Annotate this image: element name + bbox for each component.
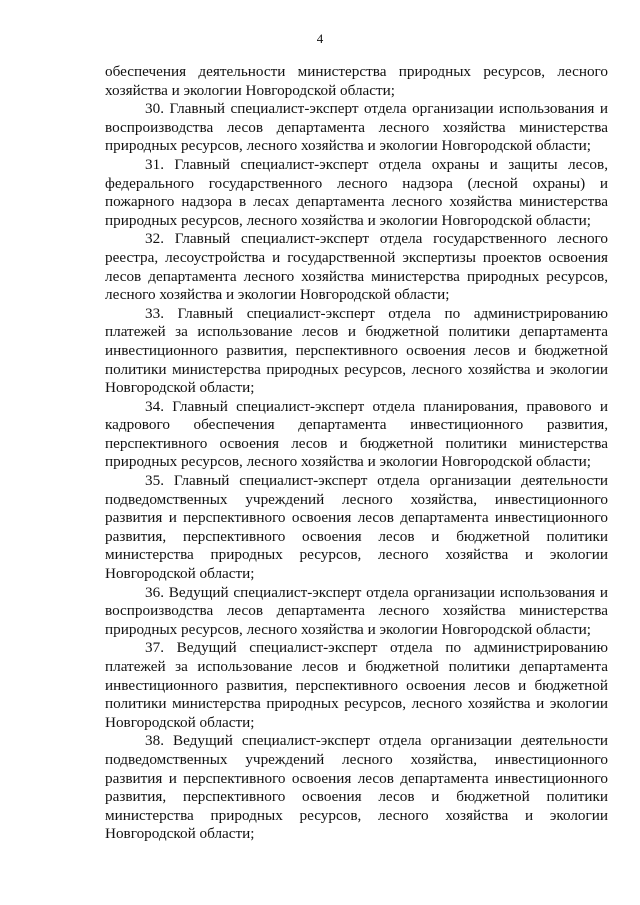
list-item-36: 36. Ведущий специалист-эксперт отдела организации использования и воспроизводства лесов департамента лесного хозяйства министерства природных ресурсов, лесного хозяйства и экологии Новгородской области;: [105, 583, 608, 638]
page-number: 4: [316, 31, 324, 46]
document-body: [105, 63, 608, 844]
continuation-paragraph: обеспечения деятельности министерства природных ресурсов, лесного хозяйства и экологии Новгородской области;: [105, 63, 608, 99]
list-item-33: 33. Главный специалист-эксперт отдела по администрированию платежей за использование лесов и бюджетной политики департамента инвестиционного развития, перспективного освоения лесов и бюджетной политики министерства природных ресурсов, лесного хозяйства и экологии Новгородской области;: [105, 304, 608, 397]
list-item-31: 31. Главный специалист-эксперт отдела охраны и защиты лесов, федерального государственного лесного надзора (лесной охраны) и пожарного надзора в лесах департамента лесного хозяйства министерства природных ресурсов, лесного хозяйства и экологии Новгородской области;: [105, 155, 608, 229]
list-item-37: 37. Ведущий специалист-эксперт отдела по администрированию платежей за использование лесов и бюджетной политики департамента инвестиционного развития, перспективного освоения лесов и бюджетной политики министерства природных ресурсов, лесного хозяйства и экологии Новгородской области;: [105, 639, 608, 731]
list-item-34: 34. Главный специалист-эксперт отдела планирования, правового и кадрового обеспечения департамента инвестиционного развития, перспективного освоения лесов и бюджетной политики министерства природных ресурсов, лесного хозяйства и экологии Новгородской области;: [105, 397, 608, 471]
list-item-32: 32. Главный специалист-эксперт отдела государственного лесного реестра, лесоустройства и государственной экспертизы проектов освоения лесов департамента лесного хозяйства министерства природных ресурсов, лесного хозяйства и экологии Новгородской области;: [105, 230, 608, 304]
list-item-30: 30. Главный специалист-эксперт отдела организации использования и воспроизводства лесов департамента лесного хозяйства министерства природных ресурсов, лесного хозяйства и экологии Новгородской области;: [105, 100, 608, 155]
list-item-38: 38. Ведущий специалист-эксперт отдела организации деятельности подведомственных учреждений лесного хозяйства, инвестиционного развития и перспективного освоения лесов департамента инвестиционного развития, перспективного освоения лесов и бюджетной политики министерства природных ресурсов, лесного хозяйства и экологии Новгородской области;: [105, 732, 608, 843]
list-item-35: 35. Главный специалист-эксперт отдела организации деятельности подведомственных учреждений лесного хозяйства, инвестиционного развития и перспективного освоения лесов департамента инвестиционного развития, перспективного освоения лесов и бюджетной политики министерства природных ресурсов, лесного хозяйства и экологии Новгородской области;: [105, 472, 608, 583]
